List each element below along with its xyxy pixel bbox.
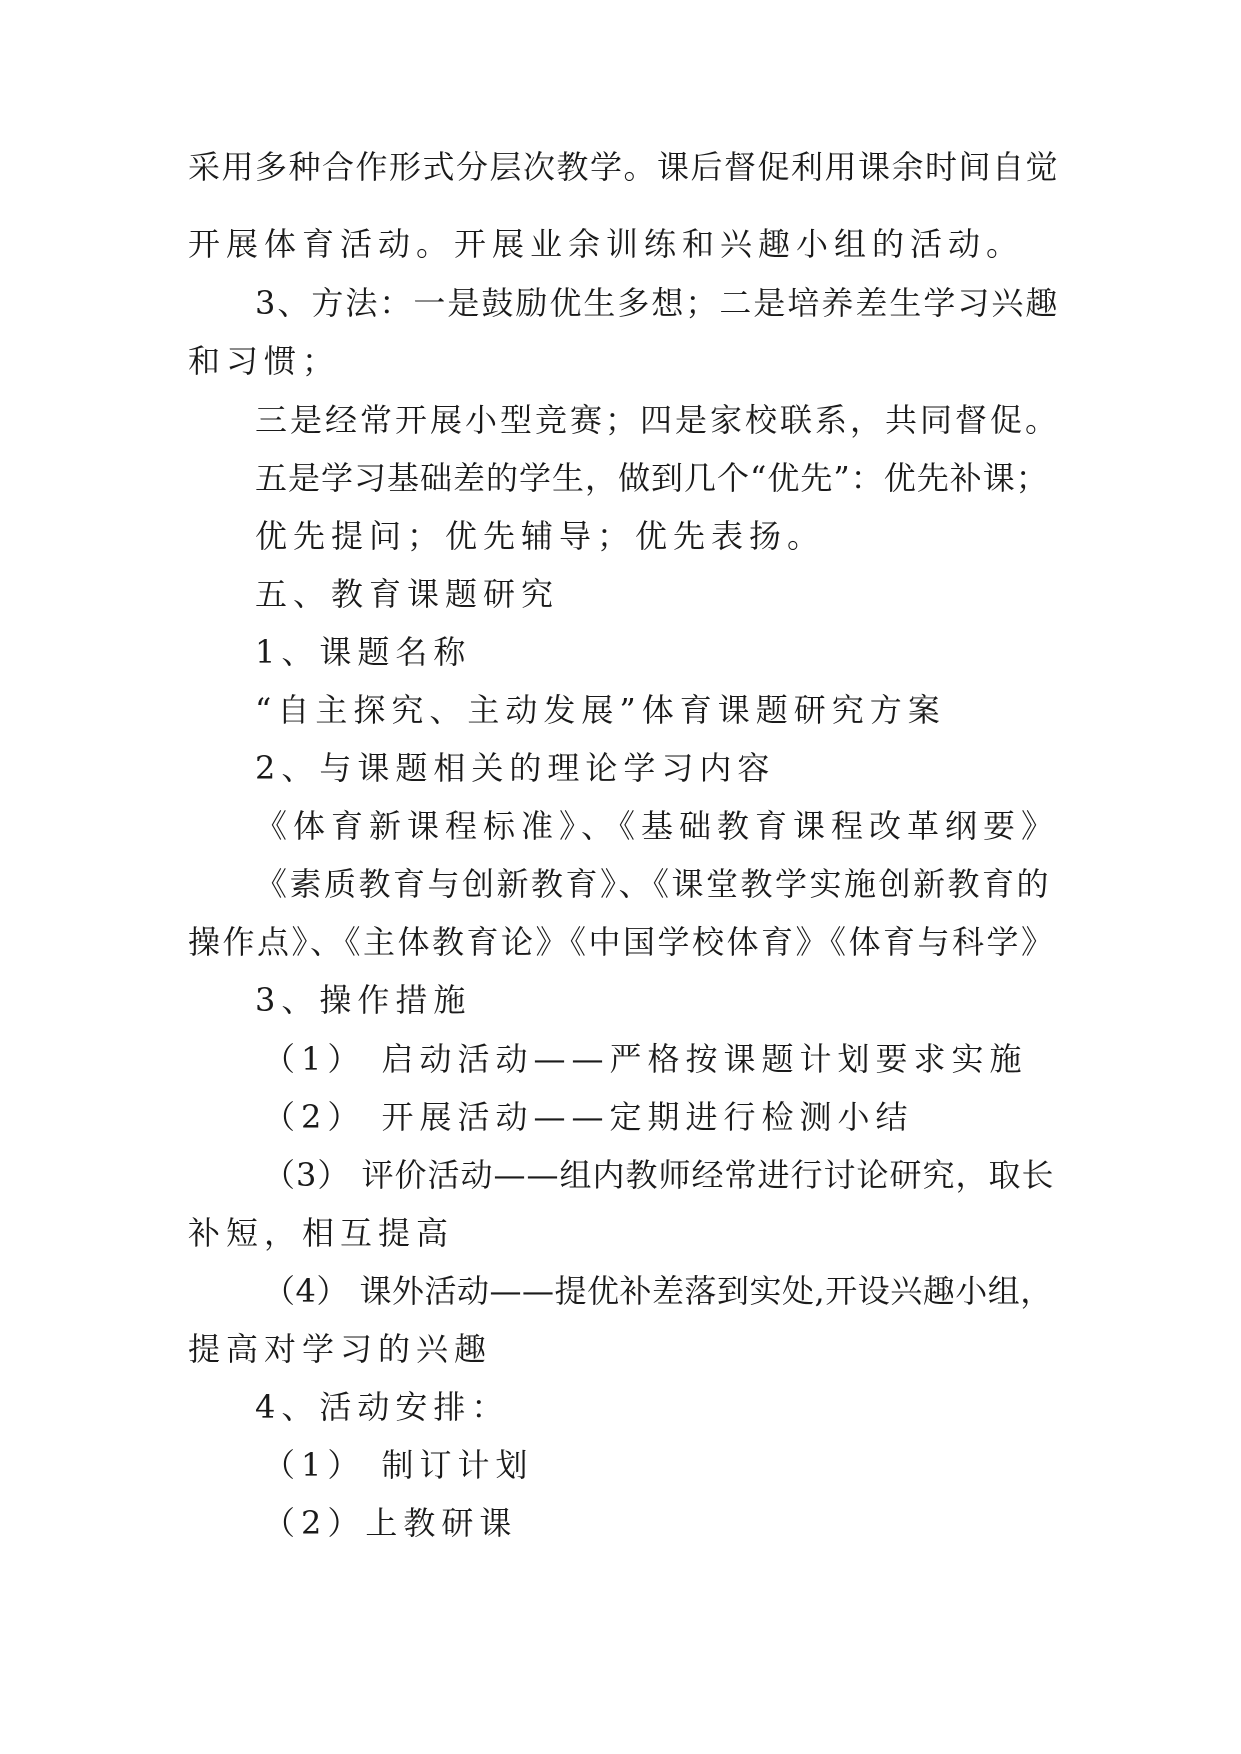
text-line: 2、与课题相关的理论学习内容 <box>255 749 776 787</box>
text-line: 《素质教育与创新教育》、《课堂教学实施创新教育的 <box>255 865 1052 903</box>
text-line: “自主探究、主动发展”体育课题研究方案 <box>255 691 946 729</box>
text-line: 1、课题名称 <box>255 633 472 671</box>
text-line: （2）上教研课 <box>263 1504 518 1542</box>
text-line: 《体育新课程标准》、《基础教育课程改革纲要》 <box>255 807 1060 845</box>
text-line: 采用多种合作形式分层次教学。课后督促利用课余时间自觉 <box>188 148 1060 186</box>
text-line: 和习惯； <box>188 342 341 380</box>
text-line: （3） 评价活动——组内教师经常进行讨论研究，取长 <box>263 1156 1055 1194</box>
text-line: 开展体育活动。开展业余训练和兴趣小组的活动。 <box>188 225 1025 263</box>
text-line: 3、操作措施 <box>255 981 472 1019</box>
text-line: 三是经常开展小型竞赛；四是家校联系，共同督促。 <box>255 401 1061 439</box>
text-line: （2） 开展活动——定期进行检测小结 <box>263 1098 914 1136</box>
text-line: 3、方法：一是鼓励优生多想；二是培养差生学习兴趣 <box>255 284 1060 322</box>
text-line: 补短，相互提高 <box>188 1214 455 1252</box>
text-line: 提高对学习的兴趣 <box>188 1330 493 1368</box>
section-heading: 五、教育课题研究 <box>255 575 560 613</box>
text-line: （4） 课外活动——提优补差落到实处,开设兴趣小组， <box>263 1272 1053 1310</box>
text-line: （1） 制订计划 <box>263 1446 534 1484</box>
text-line: 操作点》、《主体教育论》《中国学校体育》《体育与科学》 <box>188 923 1056 961</box>
text-line: （1） 启动活动——严格按课题计划要求实施 <box>263 1040 1028 1078</box>
text-line: 4、活动安排： <box>255 1388 510 1426</box>
text-line: 优先提问；优先辅导；优先表扬。 <box>255 517 826 555</box>
text-line: 五是学习基础差的学生，做到几个“优先”：优先补课； <box>255 459 1049 497</box>
